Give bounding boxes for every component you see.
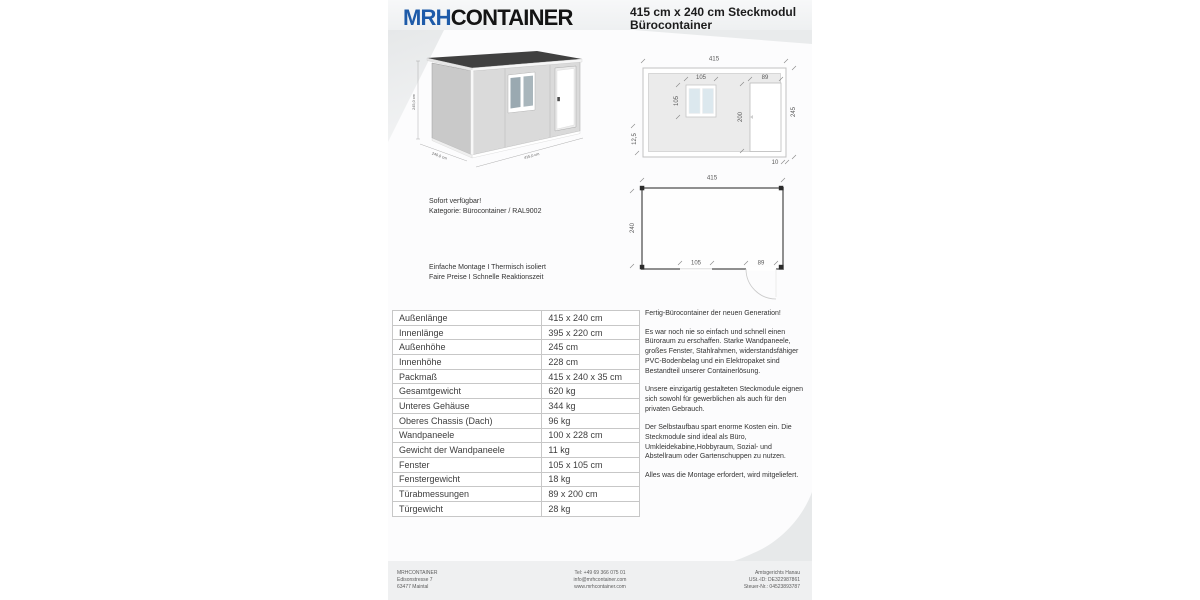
footer-email-link[interactable]: info@mrhcontainer.com	[573, 577, 627, 583]
footer-city: 63477 Maintal	[397, 584, 429, 590]
features-line1: Einfache Montage I Thermisch isoliert	[429, 264, 546, 271]
footer-court: Amtsgerichts Hanau	[754, 570, 800, 576]
spec-label: Türabmessungen	[393, 487, 542, 502]
table-row	[393, 325, 640, 340]
spec-label: Gesamtgewicht	[393, 384, 542, 399]
dim-plan-width: 415	[706, 174, 718, 182]
spec-value: 11 kg	[542, 443, 640, 458]
dim-3d-width: 415,0 cm	[523, 152, 540, 160]
availability-block	[429, 197, 541, 216]
dim-elev-window-width: 105	[695, 75, 707, 81]
spec-value: 28 kg	[542, 501, 640, 516]
description-paragraph: Der Selbstaufbau spart enorme Kosten ein. Die Steckmodule sind ideal als Büro, Umkleidekabine,Hobbyraum, Sozial- und Abstellraum oder Gartenschuppen zu nutzen.	[645, 424, 792, 461]
spec-value: 18 kg	[542, 472, 640, 487]
spec-value: 96 kg	[542, 413, 640, 428]
container-3d-figure	[410, 45, 602, 185]
footer-website-link[interactable]: www.mrhcontainer.com	[574, 584, 626, 590]
dim-plan-depth: 240	[630, 222, 636, 234]
footer-legal	[744, 570, 800, 591]
product-datasheet	[388, 0, 812, 600]
description-paragraph: Alles was die Montage erfordert, wird mitgeliefert.	[645, 472, 799, 480]
footer-vat-id: USt.-ID: DE322987861	[748, 577, 800, 583]
footer-address	[397, 570, 437, 591]
spec-label: Fenster	[393, 457, 542, 472]
spec-label: Wandpaneele	[393, 428, 542, 443]
features-block	[429, 263, 546, 282]
spec-value: 415 x 240 x 35 cm	[542, 369, 640, 384]
spec-value: 415 x 240 cm	[542, 311, 640, 326]
spec-value: 395 x 220 cm	[542, 325, 640, 340]
bottom-right-shade	[728, 492, 812, 564]
dim-3d-depth: 240,0 cm	[431, 151, 448, 161]
description-block	[645, 309, 808, 490]
footer-street: Edisonstresse 7	[397, 577, 433, 583]
description-paragraph: Unsere einzigartig gestalteten Steckmodule eignen sich sowohl für gewerblichen als auch für den privaten Gebrauch.	[645, 386, 803, 413]
spec-value: 89 x 200 cm	[542, 487, 640, 502]
spec-label: Oberes Chassis (Dach)	[393, 413, 542, 428]
table-row	[393, 355, 640, 370]
elevation-door	[750, 83, 781, 152]
table-row	[393, 384, 640, 399]
page-title-line2: Bürocontainer	[630, 18, 713, 32]
spec-value: 100 x 228 cm	[542, 428, 640, 443]
availability-line: Sofort verfügbar!	[429, 198, 482, 205]
dim-elev-window-height: 105	[674, 95, 680, 107]
spec-label: Außenlänge	[393, 311, 542, 326]
spec-label: Unteres Gehäuse	[393, 399, 542, 414]
table-row	[393, 472, 640, 487]
plan-outline	[642, 188, 783, 269]
spec-value: 105 x 105 cm	[542, 457, 640, 472]
dim-elev-width: 415	[708, 55, 720, 63]
dim-elev-offset: 10	[771, 160, 779, 166]
table-row	[393, 369, 640, 384]
spec-label: Fenstergewicht	[393, 472, 542, 487]
description-paragraph: Es war noch nie so einfach und schnell einen Büroraum zu erschaffen. Starke Wandpaneele, großes Fenster, Stahlrahmen, widerstandsfähiger PVC-Bodenbelag und ein Elektropaket sind Bestandteil unserer Containerlösung.	[645, 328, 799, 375]
table-row	[393, 501, 640, 516]
page-title	[630, 6, 808, 32]
footer-company: MRHCONTAINER	[397, 570, 438, 576]
features-line2: Faire Preise I Schnelle Reaktionszeit	[429, 273, 544, 281]
dim-elev-base: 12,5	[632, 133, 638, 145]
dim-3d-height: 245,0 cm	[412, 94, 416, 110]
dim-elev-door-width: 89	[761, 75, 769, 81]
spec-value: 344 kg	[542, 399, 640, 414]
footer-contact	[525, 570, 675, 591]
table-row	[393, 457, 640, 472]
spec-label: Packmaß	[393, 369, 542, 384]
description-paragraph: Fertig-Bürocontainer der neuen Generation!	[645, 310, 781, 317]
title-shade-wedge	[388, 30, 812, 44]
footer-phone: Tel: +49 69 366 075 01	[574, 570, 626, 576]
door-swing-arc	[746, 269, 776, 299]
spec-label: Gewicht der Wandpaneele	[393, 443, 542, 458]
company-logo	[403, 5, 573, 31]
door-handle	[557, 97, 560, 101]
spec-value: 620 kg	[542, 384, 640, 399]
spec-value: 245 cm	[542, 340, 640, 355]
table-row	[393, 487, 640, 502]
dim-plan-door: 89	[757, 260, 765, 267]
logo-part-blue: MRH	[403, 5, 451, 30]
table-row	[393, 340, 640, 355]
spec-label: Innenhöhe	[393, 355, 542, 370]
table-row	[393, 311, 640, 326]
floorplan-drawing	[628, 166, 804, 301]
dim-elev-total-height: 245	[791, 106, 797, 118]
footer-tax-number: Steuer-Nr.: 04523893787	[743, 584, 800, 590]
table-row	[393, 399, 640, 414]
page-title-line1: 415 cm x 240 cm Steckmodul	[630, 5, 797, 19]
spec-label: Türgewicht	[393, 501, 542, 516]
logo-part-black: CONTAINER	[450, 5, 573, 30]
spec-table	[392, 310, 640, 517]
elevation-drawing	[628, 48, 804, 166]
table-row	[393, 443, 640, 458]
dim-elev-door-height: 200	[738, 111, 744, 123]
table-row	[393, 428, 640, 443]
table-row	[393, 413, 640, 428]
dim-plan-window: 105	[690, 260, 702, 267]
category-line: Kategorie: Bürocontainer / RAL9002	[429, 207, 542, 215]
spec-label: Außenhöhe	[393, 340, 542, 355]
spec-value: 228 cm	[542, 355, 640, 370]
spec-label: Innenlänge	[393, 325, 542, 340]
